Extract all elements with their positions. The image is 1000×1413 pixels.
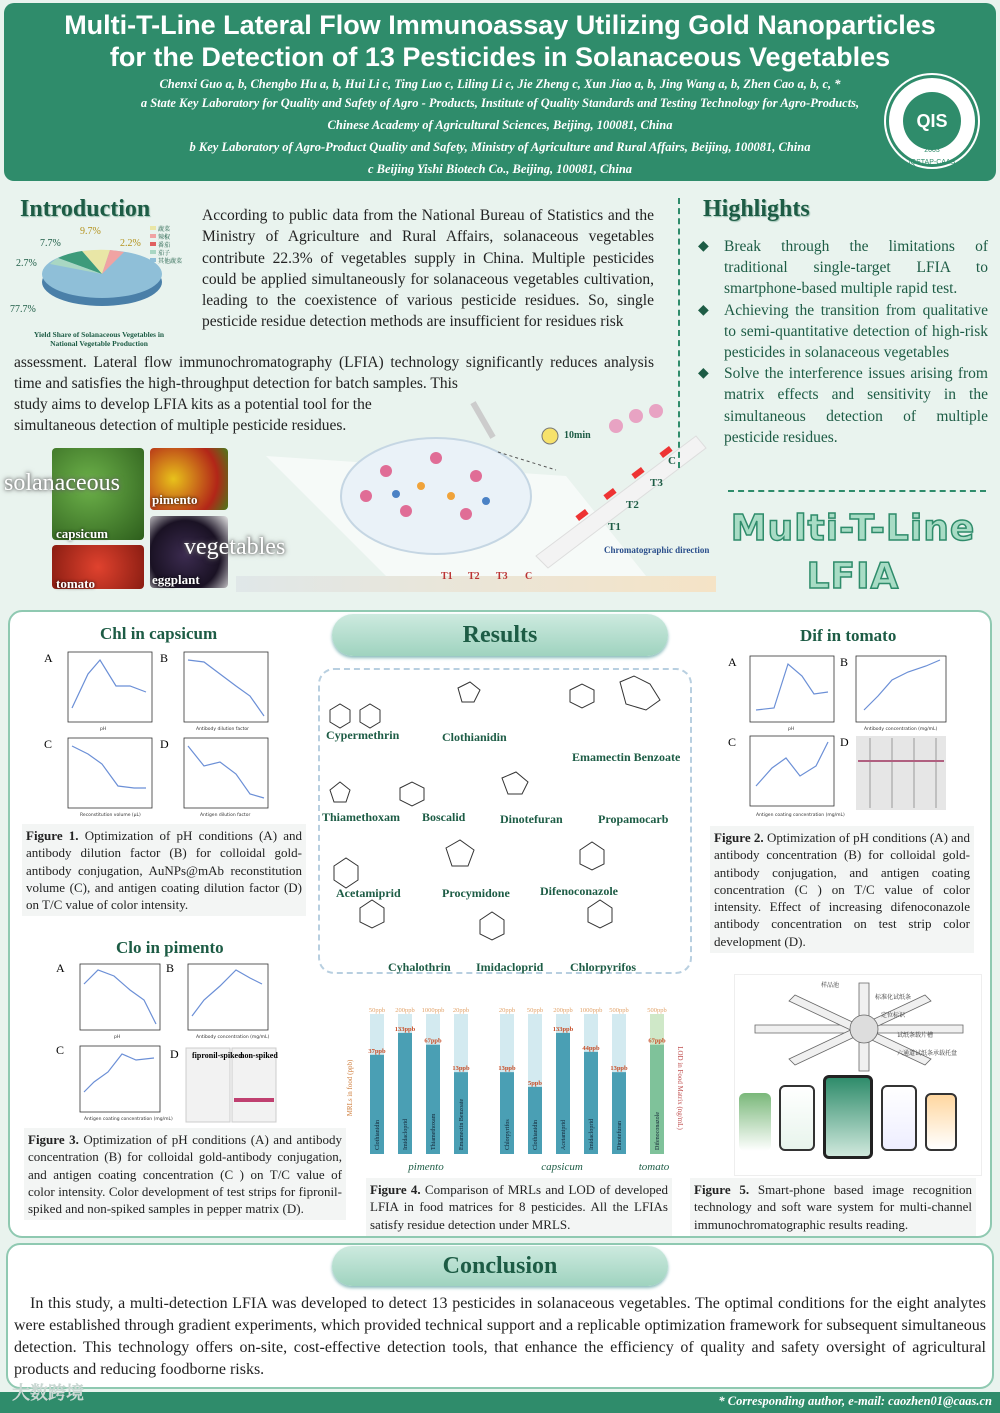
clo-heading: Clo in pimento	[116, 938, 224, 957]
author-list: Chenxi Guo a, b, Chengbo Hu a, b, Hui Li c, Ting Luo c, Liling Li c, Jie Zheng c, Xun Jiao a, b, Jing Wang a, b, Zhen Cao a, b, c, *	[159, 77, 841, 91]
fig3-strip-label-2: non-spiked	[240, 1051, 278, 1060]
strip-direction-label: Chromatographic direction	[604, 545, 710, 555]
dif-heading: Dif in tomato	[800, 626, 897, 645]
bar-category-label: Clothianidin	[533, 1120, 539, 1150]
figure-3-caption	[24, 1128, 346, 1220]
diamond-bullet-icon: ◆	[698, 302, 709, 318]
veg-label-pimento: pimento	[152, 492, 198, 507]
affiliation-c: c Beijing Yishi Biotech Co., Beijing, 100081, China	[367, 162, 633, 176]
phone-screen	[739, 1093, 771, 1151]
fig1-letter-b: B	[160, 651, 169, 665]
pie-label-3: 7.7%	[40, 238, 61, 249]
veg-label-capsicum: capsicum	[56, 526, 108, 541]
bar-lod-label: 67ppb	[648, 1037, 666, 1045]
bar-mrl-label: 200ppb	[395, 1007, 415, 1014]
fig1-xlabel-d: Antigen dilution factor	[200, 813, 251, 818]
pie-legend-3: 番茄	[158, 242, 171, 249]
fig3-letter-c: C	[56, 1043, 65, 1057]
bar-ylabel-right: LOD in Food Matrix (ng/mL)	[676, 1046, 684, 1130]
banner-line-2: LFIA	[806, 556, 900, 597]
fig3-text: Optimization of pH conditions (A) and antibody concentration (B) for colloidal gold-antibody conjugation, and antigen coating concentration (C ) on T/C value of color intensity. Color development of test strips for fipronil-spiked and non-spiked samples in pepper matrix (D).	[28, 1132, 342, 1217]
pie-caption: Yield Share of Solanaceous Vegetables in National Vegetable Production	[33, 330, 165, 348]
fig3-letter-d: D	[170, 1047, 179, 1061]
fig2-xlabel-b: Antibody concentration (mg/mL)	[864, 727, 938, 732]
fig2-text: Optimization of pH conditions (A) and antibody concentration (B) for colloidal gold-antibody conjugation, and antigen coating concentration (C ) on T/C value of color intensity. Effect of increasing difenoconazole antibody concentration on test strip color development (D).	[714, 830, 971, 949]
phone-screen	[823, 1075, 873, 1159]
bar-category-label: Thiamethoxam	[431, 1113, 437, 1150]
fig1-title: Figure 1.	[26, 828, 79, 843]
poster-title	[4, 3, 996, 73]
figure-2-caption	[710, 826, 974, 953]
bar-category-label: Chlorpyrifos	[505, 1119, 511, 1150]
fig4-title: Figure 4.	[370, 1182, 421, 1197]
pie-legend-5: 其他蔬菜	[158, 258, 183, 265]
results-heading: Results	[332, 614, 668, 656]
highlights-heading: Highlights	[703, 196, 810, 222]
pesticide-name: Cyhalothrin	[388, 960, 451, 974]
strip-label-c: C	[668, 455, 676, 467]
figure-4-caption	[366, 1178, 672, 1236]
fig3-title: Figure 3.	[28, 1132, 79, 1147]
fig5-label-3: 定位标识	[881, 1012, 906, 1019]
pesticide-name: Thiamethoxam	[322, 810, 400, 824]
fig3-xlabel-b: Antibody concentration (mg/mL)	[196, 1035, 270, 1040]
institute-logo	[886, 75, 978, 167]
veg-label-solanaceous: solanaceous	[4, 470, 120, 496]
bar-lod-label: 44ppb	[582, 1044, 600, 1052]
pesticide-name: Clothianidin	[442, 730, 507, 744]
pie-legend-4: 茄子	[158, 250, 171, 257]
veg-label-eggplant: eggplant	[152, 572, 200, 587]
bottom-t3: T3	[496, 571, 508, 582]
introduction-heading: Introduction	[20, 196, 151, 222]
title-line-1: Multi-T-Line Lateral Flow Immunoassay Utilizing Gold Nanoparticles	[64, 10, 936, 40]
phone-screen	[881, 1085, 917, 1151]
fig3-letter-b: B	[166, 961, 175, 975]
bar-lod-label: 13ppb	[452, 1065, 470, 1073]
logo-text: QIS	[903, 92, 961, 150]
diamond-bullet-icon: ◆	[698, 239, 709, 254]
fig5-text: Smart-phone based image recognition technology and soft ware system for multi-channel immunochromatographic results reading.	[694, 1182, 972, 1232]
bar-category-label: Difenoconazole	[655, 1112, 661, 1150]
pesticide-name: Chlorpyrifos	[570, 960, 636, 974]
strip-label-t2: T2	[626, 499, 639, 511]
bottom-c: C	[525, 571, 533, 582]
pesticide-name: Boscalid	[422, 810, 466, 824]
fig2-letter-d: D	[840, 735, 849, 749]
fig2-letter-c: C	[728, 735, 737, 749]
fig5-label-4: 试纸条载片槽	[897, 1032, 934, 1039]
pie-label-2: 2.2%	[120, 238, 141, 249]
pesticide-name: Procymidone	[442, 886, 510, 900]
bar-lod-label: 13ppb	[498, 1065, 516, 1073]
affiliation-a1: a State Key Laboratory for Quality and Safety of Agro - Products, Institute of Quality Standards and Testing Technology for Agro-Products,	[140, 96, 860, 110]
chl-heading: Chl in capsicum	[100, 624, 218, 643]
highlight-item	[698, 236, 988, 300]
fig2-xlabel-a: pH	[788, 727, 795, 732]
fig3-letter-a: A	[56, 961, 65, 975]
bar-ylabel-left: MRLs in food (ppb)	[346, 1059, 354, 1117]
fig1-xlabel-b: Antibody dilution factor	[196, 727, 249, 732]
pie-label-4: 2.7%	[16, 258, 37, 269]
fig2-title: Figure 2.	[714, 830, 764, 845]
pesticide-name: Cypermethrin	[326, 728, 400, 742]
multi-t-line-banner	[718, 505, 988, 601]
fig3-xlabel-c: Antigen coating concentration (mg/mL)	[84, 1117, 173, 1122]
pesticide-name: Dinotefuran	[500, 812, 563, 826]
bar-mrl-label: 20ppb	[452, 1007, 470, 1014]
lfia-schematic	[236, 396, 716, 602]
bar-lod-label: 5ppb	[527, 1079, 543, 1087]
fig5-label-5: 六通道试纸条承载托盘	[897, 1050, 958, 1057]
pesticide-name: Imidacloprid	[476, 960, 544, 974]
bar-category-label: Dinotefuran	[617, 1121, 623, 1150]
pie-label-5: 77.7%	[10, 304, 36, 315]
highlight-item	[698, 300, 988, 364]
figure-2-plots	[726, 650, 980, 822]
highlight-text: Achieving the transition from qualitative to semi-quantitative detection of high-risk pesticides in solanaceous vegetables	[724, 301, 988, 362]
bar-lod-label: 37ppb	[368, 1047, 386, 1055]
bar-mrl-label: 500ppb	[609, 1007, 629, 1014]
bar-mrl-label: 500ppb	[647, 1007, 667, 1014]
fig2-xlabel-c: Antigen coating concentration (mg/mL)	[756, 813, 845, 818]
bar-category-label: Imidacloprid	[403, 1119, 409, 1150]
highlight-text: Break through the limitations of traditional single-target LFIA to smartphone-based multiple rapid test.	[724, 238, 988, 298]
bottom-t1: T1	[441, 571, 453, 582]
bar-category-label: Emamectin Benzoate	[459, 1098, 465, 1150]
strip-line	[858, 760, 944, 762]
bar-lod-label: 133ppb	[394, 1025, 416, 1033]
bar-mrl-label: 20ppb	[498, 1007, 516, 1014]
highlights-separator	[728, 490, 986, 492]
bar-category-label: Clothianidin	[375, 1120, 381, 1150]
highlight-item	[698, 363, 988, 448]
pesticide-structures-box	[318, 668, 692, 974]
fig1-letter-c: C	[44, 737, 53, 751]
veg-label-tomato: tomato	[56, 576, 95, 591]
fig3-xlabel-a: pH	[114, 1035, 121, 1040]
intro-paragraph-1: According to public data from the National Bureau of Statistics and the Ministry of Agriculture and Rural Affairs, solanaceous vegetables contribute 22.3% of vegetables supply in China. Multiple pesticides could be applied simultaneously for solanaceous vegetables cultivation, leading to the coexistence of various pesticide residues. So, single pesticide residue detection methods are insufficient for residues risk	[202, 207, 654, 331]
section-divider	[678, 198, 680, 468]
conclusion-text: In this study, a multi-detection LFIA was developed to detect 13 pesticides in solanaceous vegetables. The optimal conditions for the eight analytes were established through gradient experiments, which provided technical support and a replicable optimization framework for subsequent simultaneous detection. This technology offers on-site, cost-effective detection tools, that enhance the efficiency of quality and safety oversight of agricultural products and reducing foodborne risks.	[14, 1295, 986, 1378]
pesticide-name: Acetamiprid	[336, 886, 401, 900]
strip-time-label: 10min	[564, 430, 591, 441]
fig5-label-1: 样品池	[821, 982, 840, 989]
fig1-letter-d: D	[160, 737, 169, 751]
strip-red-line	[234, 1098, 274, 1102]
logo-year: 2003	[924, 147, 940, 154]
fig5-title: Figure 5.	[694, 1182, 750, 1197]
bar-lod-label: 67ppb	[424, 1037, 442, 1045]
bottom-t2: T2	[468, 571, 480, 582]
bar-mrl-label: 50ppb	[368, 1007, 386, 1014]
bar-lod-label: 133ppb	[552, 1025, 574, 1033]
affiliation-a2: Chinese Academy of Agricultural Sciences, Beijing, 100081, China	[327, 118, 673, 132]
fig1-text: Optimization of pH conditions (A) and antibody dilution factor (B) for colloidal gold-antibody conjugation, AuNPs@mAb reconstitution volume (C), and antigen coating dilution factor (D) on T/C value of color intensity.	[26, 828, 302, 913]
strip-label-t1: T1	[608, 521, 621, 533]
bar-group-label: capsicum	[541, 1161, 583, 1173]
fig1-letter-a: A	[44, 651, 53, 665]
pie-label-1: 9.7%	[80, 226, 101, 237]
conclusion-heading: Conclusion	[332, 1246, 668, 1286]
bar-group-label: pimento	[408, 1161, 444, 1173]
fig2-letter-b: B	[840, 655, 849, 669]
figure-4-chart	[340, 998, 684, 1174]
bar-category-label: Imidacloprid	[589, 1119, 595, 1150]
phone-screen	[925, 1093, 957, 1151]
fig1-xlabel-c: Reconstitution volume (μL)	[80, 813, 141, 818]
pesticide-name: Emamectin Benzoate	[572, 750, 681, 764]
poster-header	[4, 3, 996, 181]
watermark: 大数跨境	[12, 1383, 84, 1404]
highlight-text: Solve the interference issues arising from matrix effects and sensitivity in the simultaneous detection of multiple pesticide residues.	[724, 365, 988, 446]
highlights-list	[698, 236, 988, 448]
bar-group-label: tomato	[638, 1161, 670, 1173]
bar-category-label: Acetamiprid	[561, 1120, 567, 1150]
figure-5-image	[734, 974, 982, 1176]
fig5-label-2: 标准化试纸条	[875, 994, 912, 1001]
bar-mrl-label: 1000ppb	[421, 1007, 445, 1014]
intro-paragraph-3: study aims to develop LFIA kits as a potential tool for the simultaneous detection of multiple pesticide residues.	[14, 396, 372, 435]
diamond-bullet-icon: ◆	[698, 366, 709, 382]
fig3-strip-label-1: fipronil-spiked	[192, 1051, 243, 1060]
affiliation-b: b Key Laboratory of Agro-Product Quality and Safety, Ministry of Agriculture and Rural Affairs, Beijing, 100081, China	[189, 140, 811, 154]
intro-paragraph-2: assessment. Lateral flow immunochromatography (LFIA) technology significantly reduces analysis time and satisfies the high-throughput detection for batch samples. This	[14, 354, 654, 393]
figure-1-caption	[22, 824, 306, 916]
pie-legend-2: 辣椒	[158, 234, 171, 241]
phone-screen	[779, 1085, 815, 1151]
logo-abbr: IQSTAP-CAAS	[908, 159, 956, 166]
veg-label-vegetables: vegetables	[184, 534, 286, 560]
figure-1-plots	[44, 646, 308, 822]
fig4-text: Comparison of MRLs and LOD of developed LFIA in food matrices for 8 pesticides. All the LFIAs satisfy residue detection under MRLS.	[370, 1182, 668, 1232]
bar-mrl-label: 200ppb	[553, 1007, 573, 1014]
figure-3-plots	[54, 960, 310, 1126]
title-line-2: for the Detection of 13 Pesticides in Solanaceous Vegetables	[109, 42, 891, 72]
pie-legend-1: 蔬菜	[158, 226, 171, 233]
fig2-letter-a: A	[728, 655, 737, 669]
bar-mrl-label: 1000ppb	[579, 1007, 603, 1014]
pesticide-name: Propamocarb	[598, 812, 669, 826]
strip-label-t3: T3	[650, 477, 663, 489]
corresponding-author: * Corresponding author, e-mail: caozhen01@caas.cn	[718, 1394, 992, 1408]
bar-lod-label: 13ppb	[610, 1065, 628, 1073]
banner-line-1: Multi-T-Line	[730, 508, 976, 549]
bar-mrl-label: 50ppb	[526, 1007, 544, 1014]
pesticide-name: Difenoconazole	[540, 884, 618, 898]
figure-5-caption	[690, 1178, 976, 1236]
fig1-xlabel-a: pH	[100, 727, 107, 732]
